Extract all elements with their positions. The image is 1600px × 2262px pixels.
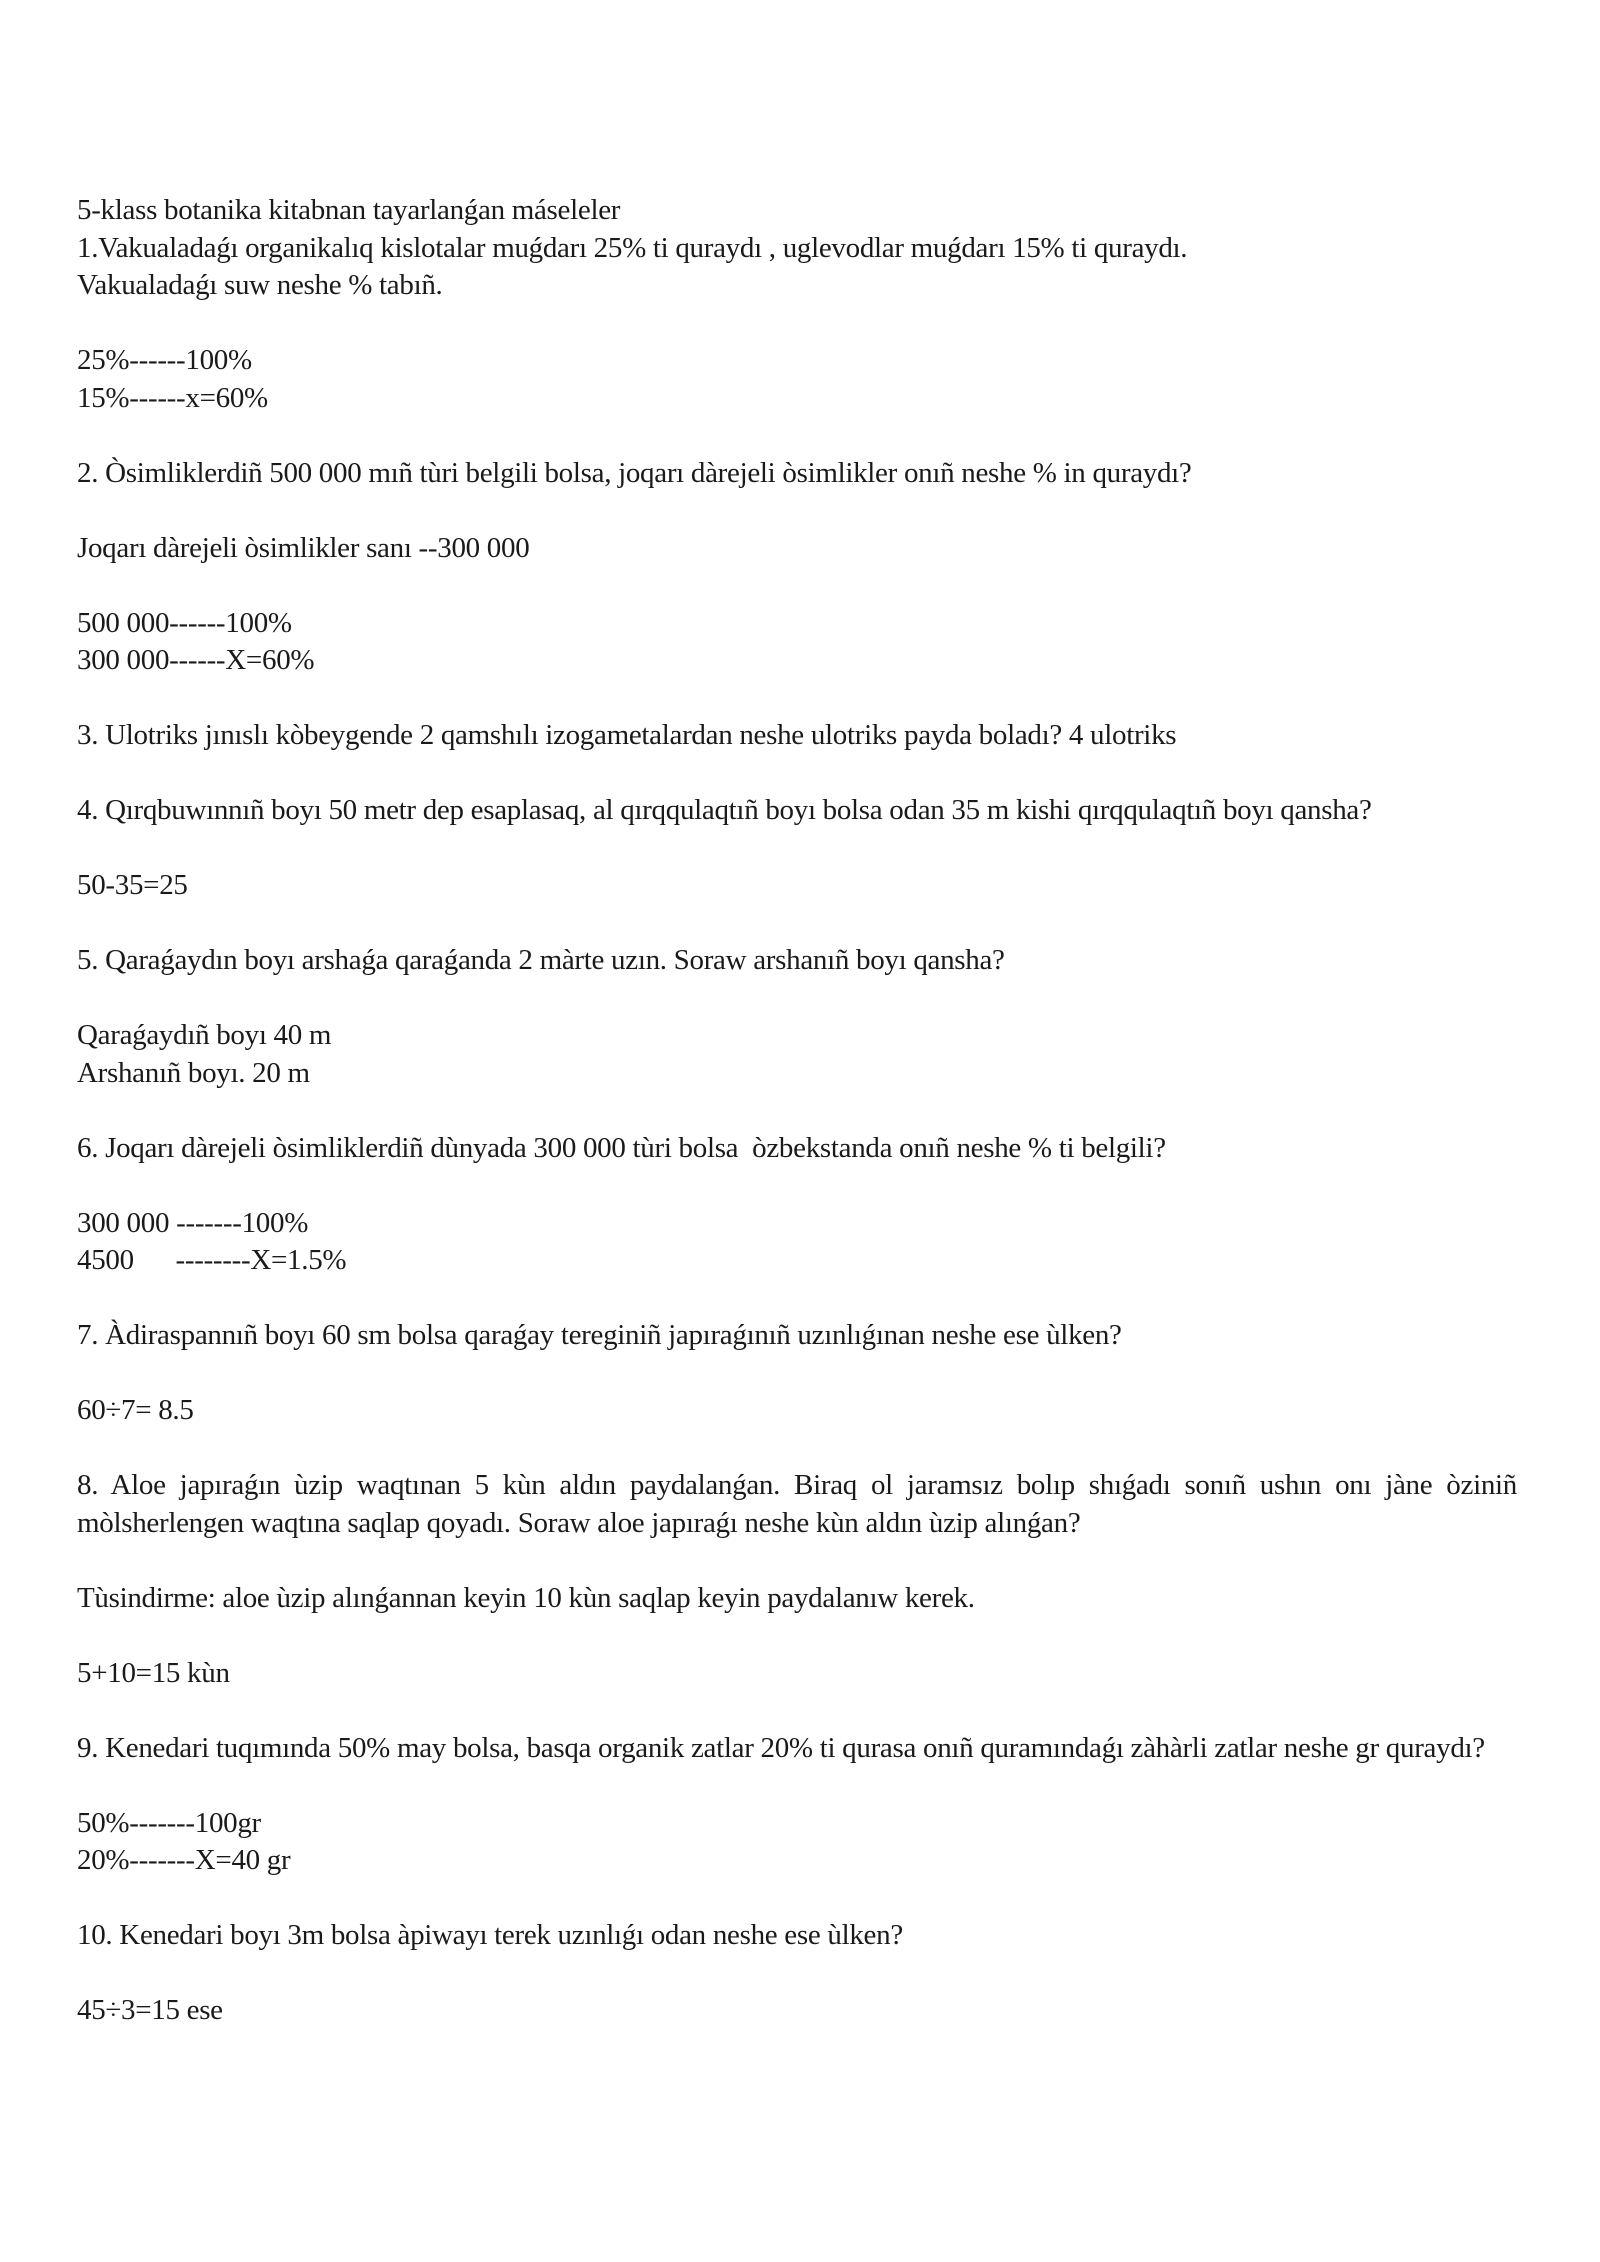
document-body (77, 192, 1517, 2030)
spacer (77, 830, 1517, 868)
spacer (77, 1430, 1517, 1468)
question-4-calc: 50-35=25 (77, 869, 188, 901)
question-1-line-2: Vakualadaǵı suw neshe % tabıñ. (77, 269, 443, 301)
spacer (77, 1092, 1517, 1130)
question-2-calc-1: 500 000------100% (77, 606, 292, 639)
question-5-text: 5. Qaraǵaydın boyı arshaǵa qaraǵanda 2 màrte uzın. Soraw arshanıñ boyı qansha? (77, 944, 1005, 976)
question-6-text: 6. Joqarı dàrejeli òsimliklerdiñ dùnyada 300 000 tùri bolsa òzbekstanda onıñ neshe % ti belgili? (77, 1131, 1166, 1164)
document-title: 5-klass botanika kitabnan tayarlanǵan máseleler (77, 194, 621, 226)
spacer (77, 1167, 1517, 1205)
question-6-calc-2: 4500 --------X=1.5% (77, 1244, 347, 1276)
question-8-text: 8. Aloe japıraǵın ùzip waqtınan 5 kùn aldın paydalanǵan. Biraq ol jaramsız bolıp shıǵadı sonıñ ushın onı jàne òziniñ mòlsherlengen waqtına saqlap qoyadı. Soraw aloe japıraǵı neshe kùn aldın ùzip alınǵan? (77, 1469, 1517, 1539)
spacer (77, 680, 1517, 718)
spacer (77, 1355, 1517, 1393)
spacer (77, 1280, 1517, 1318)
question-2-given: Joqarı dàrejeli òsimlikler sanı --300 000 (77, 531, 530, 564)
spacer (77, 1692, 1517, 1730)
question-9-calc-1: 50%-------100gr (77, 1806, 261, 1839)
spacer (77, 905, 1517, 943)
spacer (77, 980, 1517, 1018)
question-5-answer-1: Qaraǵaydıñ boyı 40 m (77, 1019, 332, 1051)
question-1-line-1: 1.Vakualadaǵı organikalıq kislotalar muǵdarı 25% ti quraydı , uglevodlar muǵdarı 15% ti quraydı. (77, 231, 1188, 264)
question-7-text: 7. Àdiraspannıñ boyı 60 sm bolsa qaraǵay tereginiñ japıraǵınıñ uzınlıǵınan neshe ese ùlken? (77, 1319, 1122, 1351)
question-1-calc-2: 15%------x=60% (77, 381, 268, 414)
question-4-text: 4. Qırqbuwınnıñ boyı 50 metr dep esaplasaq, al qırqqulaqtıñ boyı bolsa odan 35 m kishi qırqqulaqtıñ boyı qansha? (77, 794, 1372, 826)
question-1-calc-1: 25%------100% (77, 344, 252, 376)
question-8-calc: 5+10=15 kùn (77, 1656, 230, 1689)
question-2-calc-2: 300 000------X=60% (77, 644, 315, 676)
question-3-text: 3. Ulotriks jınıslı kòbeygende 2 qamshılı izogametalardan neshe ulotriks payda boladı? 4 ulotriks (77, 719, 1177, 751)
spacer (77, 492, 1517, 530)
question-8-note: Tùsindirme: aloe ùzip alınǵannan keyin 10 kùn saqlap keyin paydalanıw kerek. (77, 1581, 975, 1614)
spacer (77, 305, 1517, 343)
spacer (77, 1767, 1517, 1805)
spacer (77, 417, 1517, 455)
spacer (77, 567, 1517, 605)
spacer (77, 1617, 1517, 1655)
question-10-text: 10. Kenedari boyı 3m bolsa àpiwayı terek uzınlıǵı odan neshe ese ùlken? (77, 1919, 903, 1951)
question-7-calc: 60÷7= 8.5 (77, 1394, 194, 1426)
spacer (77, 1955, 1517, 1993)
spacer (77, 1542, 1517, 1580)
question-9-calc-2: 20%-------X=40 gr (77, 1844, 291, 1876)
question-2-text: 2. Òsimliklerdiñ 500 000 mıñ tùri belgili bolsa, joqarı dàrejeli òsimlikler onıñ neshe % in quraydı? (77, 456, 1192, 489)
question-9-text: 9. Kenedari tuqımında 50% may bolsa, basqa organik zatlar 20% ti qurasa onıñ quramındaǵı zàhàrli zatlar neshe gr quraydı? (77, 1731, 1485, 1764)
question-6-calc-1: 300 000 -------100% (77, 1206, 309, 1239)
question-5-answer-2: Arshanıñ boyı. 20 m (77, 1056, 310, 1089)
spacer (77, 755, 1517, 793)
question-10-calc: 45÷3=15 ese (77, 1994, 223, 2026)
spacer (77, 1880, 1517, 1918)
